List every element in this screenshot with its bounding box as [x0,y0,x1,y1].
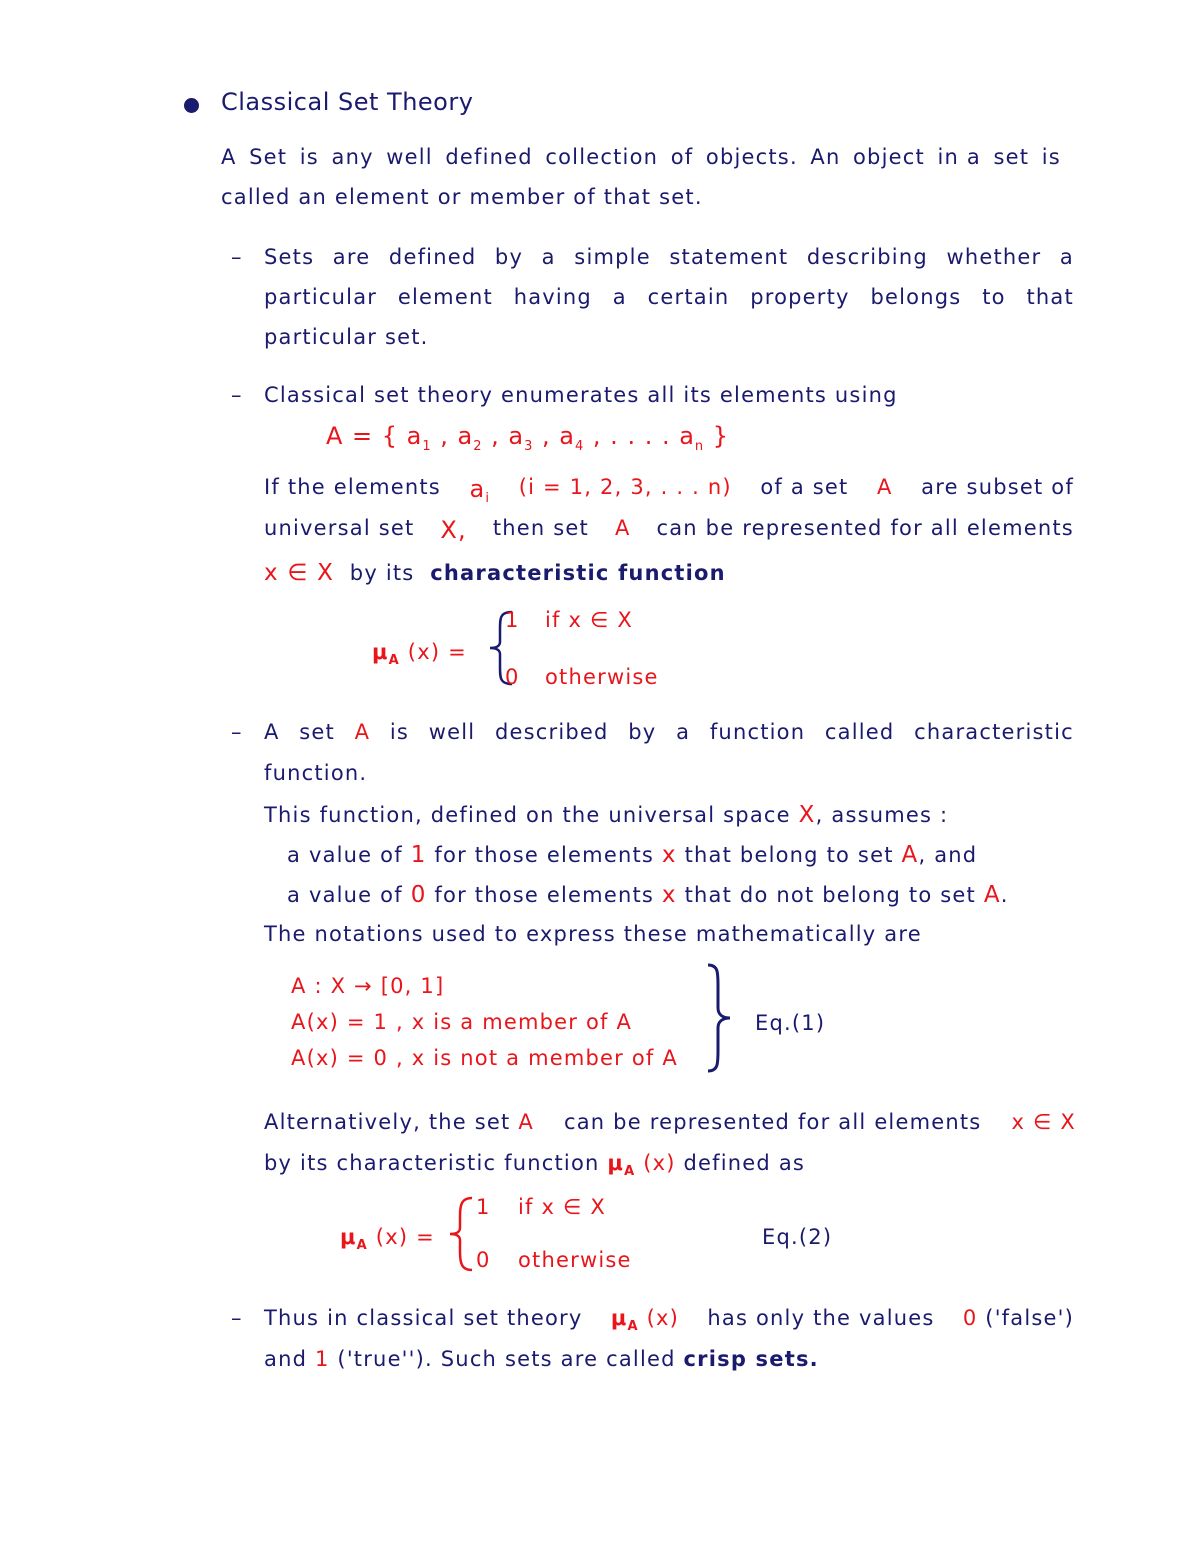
word: objects. [705,145,798,169]
word: object [853,145,925,169]
word: are [332,245,371,269]
value-0-line: a value of 0 for those elements x that do not belong to set A. [287,882,1009,908]
dash-marker: – [231,720,242,744]
word: is [299,145,319,169]
alt-line-2: by its characteristic function $\mu_A$ (x) defined as [264,1151,806,1180]
p4-line-1: Thus in classical set theory $\mu_A$ (x) has only the values 0 ('false') [264,1306,1074,1335]
word: that [1026,285,1074,309]
eq1-line-3: A(x) = 0 , x is not a member of A [291,1046,678,1070]
word: characteristic [914,720,1074,744]
eq2-label: Eq.(2) [762,1225,833,1249]
eq2-case-1-condition: if x ∈ X [518,1195,606,1219]
word: to [982,285,1006,309]
bullet-dot [184,98,199,113]
intro-line-1 [221,145,1061,169]
word: Set [249,145,288,169]
case-2-condition: otherwise [545,665,659,689]
word: element [397,285,493,309]
word: A [354,720,371,744]
p1-line-3: particular set. [264,325,429,349]
p2-char-line: x ∈ X by its characteristic function [264,560,726,586]
p1-line-2 [264,285,1074,309]
notations-line: The notations used to express these mathematically are [264,922,922,946]
eq1-line-1: A : X → [0, 1] [291,974,445,998]
word: a [676,720,691,744]
p3-line-2: function. [264,761,368,785]
word: having [513,285,592,309]
word: by [628,720,657,744]
p1-line-1 [264,245,1074,269]
word: is [389,720,410,744]
word: is [1041,145,1061,169]
dash-marker: – [231,245,242,269]
case-2-value: 0 [505,665,520,689]
p2-universal-line: universal set X, then set A can be represented for all elements [264,516,1074,544]
word: particular [264,285,378,309]
word: any [331,145,374,169]
dash-marker: – [231,383,242,407]
word: A [264,720,280,744]
word: defined [388,245,477,269]
word: A [221,145,237,169]
word: An [810,145,841,169]
p4-line-2: and 1 ('true''). Such sets are called crisp sets. [264,1347,819,1371]
alt-line: Alternatively, the set A can be represented for all elements x ∈ X [264,1110,1076,1134]
left-brace-icon [448,1194,478,1274]
word: described [494,720,609,744]
word: well [386,145,433,169]
word: set [993,145,1030,169]
right-brace-icon [702,962,738,1074]
word: called [824,720,895,744]
eq2-case-2-value: 0 [476,1248,491,1272]
word: in a [937,145,981,169]
p2-if-line: If the elements $a_i$ (i = 1, 2, 3, . . . n) of a set A are subset of [264,475,1074,507]
case-1-value: 1 [505,608,520,632]
case-1-condition: if x ∈ X [545,608,633,632]
word: whether [946,245,1042,269]
word: of [670,145,694,169]
word: by [494,245,524,269]
eq2-case-2-condition: otherwise [518,1248,632,1272]
p3-line-1 [264,720,1074,744]
word: a [541,245,556,269]
word: function [709,720,806,744]
word: belongs [870,285,962,309]
value-1-line: a value of 1 for those elements x that belong to set A, and [287,842,978,868]
word: collection [545,145,659,169]
word: well [428,720,476,744]
word: a [612,285,627,309]
dash-marker: – [231,1306,242,1330]
eq1-label: Eq.(1) [755,1011,826,1035]
word: property [750,285,850,309]
eq2-case-1-value: 1 [476,1195,491,1219]
word: set [299,720,335,744]
char-fn-lhs: $\mu_A$ (x) = [372,640,467,669]
word: Sets [264,245,315,269]
intro-line-2: called an element or member of that set. [221,185,703,209]
p2-line-1: Classical set theory enumerates all its elements using [264,383,898,407]
word: describing [806,245,928,269]
word: defined [445,145,533,169]
word: certain [647,285,730,309]
p3-line-3: This function, defined on the universal space X, assumes : [264,802,949,828]
enumeration-formula: A = { $a_1$ , $a_2$ , $a_3$ , $a_4$ , . . . . $a_n$ } [326,422,730,454]
section-heading: Classical Set Theory [221,88,474,116]
eq1-line-2: A(x) = 1 , x is a member of A [291,1010,633,1034]
word: a [1059,245,1074,269]
word: statement [669,245,789,269]
eq2-lhs: $\mu_A$ (x) = [340,1225,435,1254]
word: simple [574,245,651,269]
